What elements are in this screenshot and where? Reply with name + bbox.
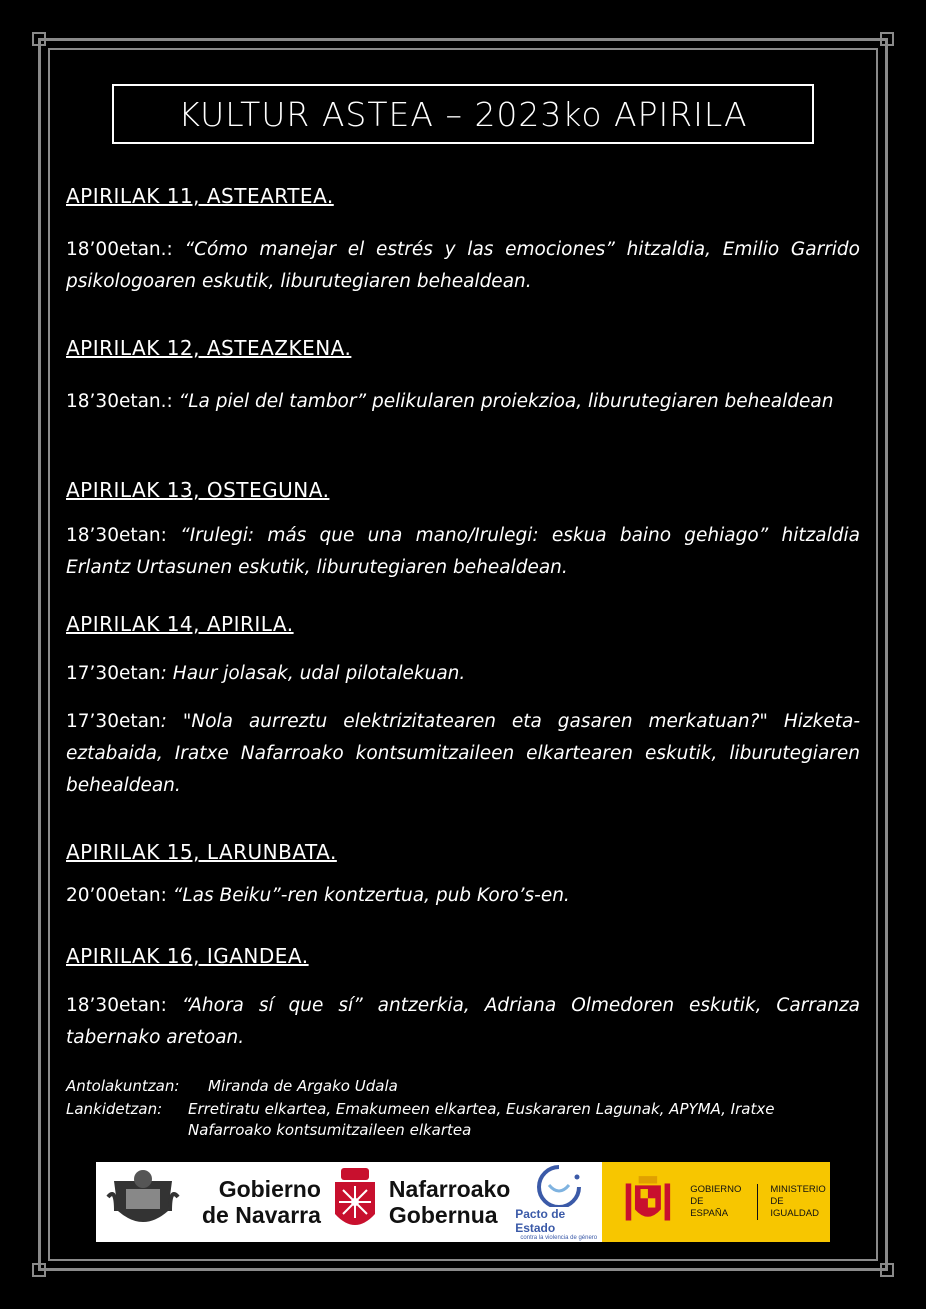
organizer-label: Antolakuntzan: xyxy=(66,1077,180,1095)
sponsor-logos xyxy=(96,1162,830,1242)
event-text: “Ahora sí que sí” antzerkia, Adriana Olmedoren eskutik, Carranza tabernako aretoan. xyxy=(66,995,860,1048)
government-logo xyxy=(602,1162,830,1242)
corner-ornament-br xyxy=(880,1263,894,1277)
ministry-line1: MINISTERIO xyxy=(770,1184,826,1195)
day-block xyxy=(66,944,860,1054)
navarra-eu-line1: Nafarroako xyxy=(388,1176,511,1202)
schedule xyxy=(66,184,860,1054)
collaborators-row xyxy=(66,1099,866,1141)
event-time: 18’00etan.: xyxy=(66,239,173,260)
event-entry xyxy=(66,234,860,298)
day-heading: APIRILAK 16, IGANDEA. xyxy=(66,944,309,968)
event-entry xyxy=(66,658,860,690)
event-time: 18’30etan: xyxy=(66,525,167,546)
event-text: : Haur jolasak, udal pilotalekuan. xyxy=(160,663,466,684)
ministry-line2: DE IGUALDAD xyxy=(770,1196,819,1219)
navarra-shield-icon xyxy=(331,1166,379,1238)
event-time: 17’30etan xyxy=(66,711,161,732)
event-entry xyxy=(66,880,860,912)
day-block xyxy=(66,336,860,478)
event-time: 18’30etan: xyxy=(66,995,167,1016)
organizer-row xyxy=(66,1076,866,1097)
event-text: “Cómo manejar el estrés y las emociones” hitzaldia, Emilio Garrido psikologoaren eskutik, liburutegiaren behealdean. xyxy=(66,239,860,292)
navarra-es-line2: de Navarra xyxy=(202,1202,321,1228)
day-block xyxy=(66,840,860,944)
event-time: 17’30etan xyxy=(66,663,161,684)
corner-ornament-bl xyxy=(32,1263,46,1277)
collaborators-label: Lankidetzan: xyxy=(66,1100,163,1118)
navarra-logo xyxy=(96,1162,515,1242)
day-heading: APIRILAK 14, APIRILA. xyxy=(66,612,294,636)
event-entry xyxy=(66,706,860,802)
page-title-box xyxy=(112,84,814,144)
day-heading: APIRILAK 13, OSTEGUNA. xyxy=(66,478,330,502)
pacto-title: Pacto de Estado xyxy=(515,1207,566,1235)
gob-line1: GOBIERNO xyxy=(690,1184,742,1195)
day-heading: APIRILAK 12, ASTEAZKENA. xyxy=(66,336,352,360)
event-text: : "Nola aurreztu elektrizitatearen eta gasaren merkatuan?" Hizketa-eztabaida, Iratxe Nafarroako kontsumitzaileen elkartearen eskutik, liburutegiaren behealdean. xyxy=(66,711,860,796)
gob-line2: DE ESPAÑA xyxy=(690,1196,729,1219)
day-block xyxy=(66,184,860,336)
navarra-eu-line2: Gobernua xyxy=(388,1202,498,1228)
organizer-value: Miranda de Argako Udala xyxy=(208,1077,398,1095)
event-text: “La piel del tambor” pelikularen proiekzioa, liburutegiaren behealdean xyxy=(172,391,834,412)
event-entry xyxy=(66,520,860,584)
event-entry xyxy=(66,386,860,418)
town-crest-icon xyxy=(104,1167,182,1237)
pacto-smile-icon xyxy=(529,1163,589,1207)
collaborators-value: Erretiratu elkartea, Emakumeen elkartea, Euskararen Lagunak, APYMA, Iratxe Nafarroako kontsumitzaileen elkartea xyxy=(188,1100,775,1139)
page-title: KULTUR ASTEA – 2023ko APIRILA xyxy=(178,94,748,134)
event-time: 18’30etan.: xyxy=(66,391,173,412)
pacto-logo xyxy=(515,1162,602,1242)
day-block xyxy=(66,478,860,612)
day-block xyxy=(66,612,860,840)
corner-ornament-tl xyxy=(32,32,46,46)
credits xyxy=(66,1076,866,1141)
spain-crest-icon xyxy=(622,1170,674,1234)
navarra-es-line1: Gobierno xyxy=(218,1176,321,1202)
corner-ornament-tr xyxy=(880,32,894,46)
day-heading: APIRILAK 11, ASTEARTEA. xyxy=(66,184,334,208)
event-text: “Las Beiku”-ren kontzertua, pub Koro’s-en. xyxy=(166,885,570,906)
event-entry xyxy=(66,990,860,1054)
day-heading: APIRILAK 15, LARUNBATA. xyxy=(66,840,337,864)
pacto-subtitle: contra la violencia de género xyxy=(520,1235,598,1241)
event-time: 20’00etan: xyxy=(66,885,167,906)
event-text: “Irulegi: más que una mano/Irulegi: eskua baino gehiago” hitzaldia Erlantz Urtasunen eskutik, liburutegiaren behealdean. xyxy=(66,525,860,578)
